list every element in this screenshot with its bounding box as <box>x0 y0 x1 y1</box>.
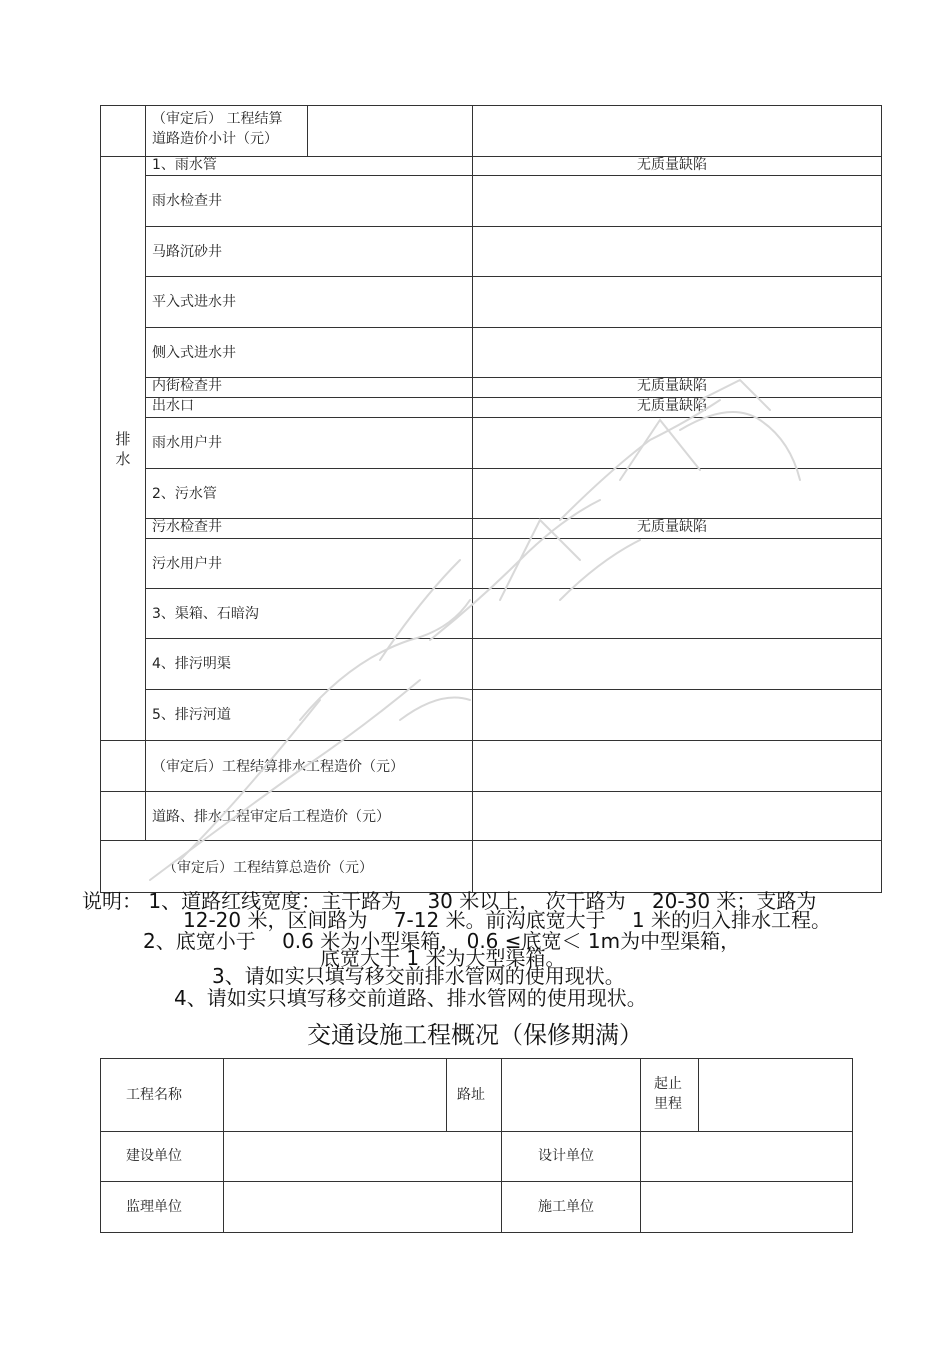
subtotal-label-cell <box>145 105 308 157</box>
note-line-2: 12-20 米，区间路为 7-12 米。前沟底宽大于 1 米的归入排水工程。 <box>183 908 832 932</box>
table-row-value-cell <box>472 156 882 176</box>
table-row-value-cell <box>472 518 882 539</box>
section-title: 交通设施工程概况（保修期满） <box>307 1021 643 1049</box>
note-line-4: 底宽大于 1 米为大型渠箱。 <box>320 946 566 970</box>
supervisor-value <box>223 1181 502 1233</box>
total-cost-value-cell <box>472 840 882 893</box>
designer-value <box>640 1131 853 1182</box>
designer-label: 设计单位 <box>538 1148 594 1164</box>
table-row-label-cell <box>145 638 473 690</box>
table-row-label-cell <box>145 518 473 539</box>
table-row-label-cell <box>145 588 473 639</box>
table-row-value: 无质量缺陷 <box>637 157 707 173</box>
table-row-label-cell <box>145 468 473 519</box>
table-row-value-cell <box>472 226 882 277</box>
builder-label-cell <box>100 1131 224 1182</box>
road-drainage-cost-label: 道路、排水工程审定后工程造价（元） <box>152 809 390 825</box>
table-row-label: 出水口 <box>152 398 194 414</box>
note-line-1: 说明： 1、道路红线宽度：主干路为 30 米以上， 次干路为 20-30 米；支路为 <box>82 889 817 913</box>
table-row-value: 无质量缺陷 <box>637 398 707 414</box>
mileage-value <box>698 1058 853 1132</box>
blank-cell <box>100 791 146 841</box>
designer-label-cell <box>501 1131 641 1182</box>
table-row-value-cell <box>472 638 882 690</box>
table-row-label: 平入式进水井 <box>152 294 236 310</box>
project-name-label-cell <box>100 1058 224 1132</box>
table-row-label-cell <box>145 417 473 469</box>
table-row-value-cell <box>472 276 882 328</box>
drainage-cost-value-cell <box>472 740 882 792</box>
table-row-value-cell <box>472 588 882 639</box>
drainage-cost-label: （审定后）工程结算排水工程造价（元） <box>152 759 404 775</box>
blank-cell <box>307 105 473 157</box>
supervisor-label-cell <box>100 1181 224 1233</box>
table-row-value-cell <box>472 417 882 469</box>
subtotal-value-cell <box>472 105 882 157</box>
project-name-value <box>223 1058 447 1132</box>
table-row-value-cell <box>472 468 882 519</box>
table-row-label: 4、排污明渠 <box>152 656 231 672</box>
table-row-label-cell <box>145 397 473 418</box>
contractor-label: 施工单位 <box>538 1199 594 1215</box>
table-row-label-cell <box>145 276 473 328</box>
builder-label: 建设单位 <box>126 1148 182 1164</box>
table-row-label: 3、渠箱、石暗沟 <box>152 606 259 622</box>
table-row-value-cell <box>472 689 882 741</box>
table-row-label: 5、排污河道 <box>152 707 231 723</box>
note-line-6: 4、请如实只填写移交前道路、排水管网的使用现状。 <box>174 986 647 1010</box>
table-row-label: 1、雨水管 <box>152 157 217 173</box>
table-row-value-cell <box>472 377 882 398</box>
table-row-label: 污水检查井 <box>152 519 222 535</box>
subtotal-label-line1: （审定后） 工程结算 <box>152 111 283 127</box>
table-row-value-cell <box>472 327 882 378</box>
address-label: 路址 <box>457 1087 485 1103</box>
subtotal-label-line2: 道路造价小计（元） <box>152 131 278 147</box>
table-row-value: 无质量缺陷 <box>637 519 707 535</box>
mileage-label-line2: 里程 <box>654 1096 682 1112</box>
table-row-label: 雨水用户井 <box>152 435 222 451</box>
table-row-label-cell <box>145 689 473 741</box>
table-row-label-cell <box>145 175 473 227</box>
table-row-label: 侧入式进水井 <box>152 345 236 361</box>
table-row-label-cell <box>145 377 473 398</box>
address-label-cell <box>446 1058 502 1132</box>
table-row-label: 污水用户井 <box>152 556 222 572</box>
table-row-label-cell <box>145 226 473 277</box>
table-row-label: 2、污水管 <box>152 486 217 502</box>
table-row-value: 无质量缺陷 <box>637 378 707 394</box>
total-cost-label: （审定后）工程结算总造价（元） <box>163 860 373 876</box>
drainage-cost-label-cell <box>145 740 473 792</box>
mileage-label-line1: 起止 <box>654 1076 682 1092</box>
builder-value <box>223 1131 502 1182</box>
blank-cell <box>100 740 146 792</box>
table-row-label: 雨水检查井 <box>152 193 222 209</box>
note-line-5: 3、请如实只填写移交前排水管网的使用现状。 <box>212 964 625 988</box>
contractor-label-cell <box>501 1181 641 1233</box>
category-label-line2: 水 <box>115 450 131 468</box>
address-value <box>501 1058 641 1132</box>
category-label-line1: 排 <box>115 430 131 448</box>
mileage-label-cell <box>640 1058 699 1132</box>
table-row-value-cell <box>472 175 882 227</box>
table-row-value-cell <box>472 538 882 589</box>
total-cost-label-cell <box>100 840 473 893</box>
table-row-label: 马路沉砂井 <box>152 244 222 260</box>
table-row-label-cell <box>145 156 473 176</box>
category-cell <box>100 156 146 741</box>
road-drainage-cost-value-cell <box>472 791 882 841</box>
table-row-label-cell <box>145 538 473 589</box>
table-row-label-cell <box>145 327 473 378</box>
blank-cell <box>100 105 146 157</box>
project-name-label: 工程名称 <box>126 1087 182 1103</box>
road-drainage-cost-label-cell <box>145 791 473 841</box>
contractor-value <box>640 1181 853 1233</box>
supervisor-label: 监理单位 <box>126 1199 182 1215</box>
table-row-value-cell <box>472 397 882 418</box>
note-line-3: 2、底宽小于 0.6 米为小型渠箱， 0.6 ≤底宽＜ 1m为中型渠箱， <box>143 929 741 953</box>
table-row-label: 内街检查井 <box>152 378 222 394</box>
